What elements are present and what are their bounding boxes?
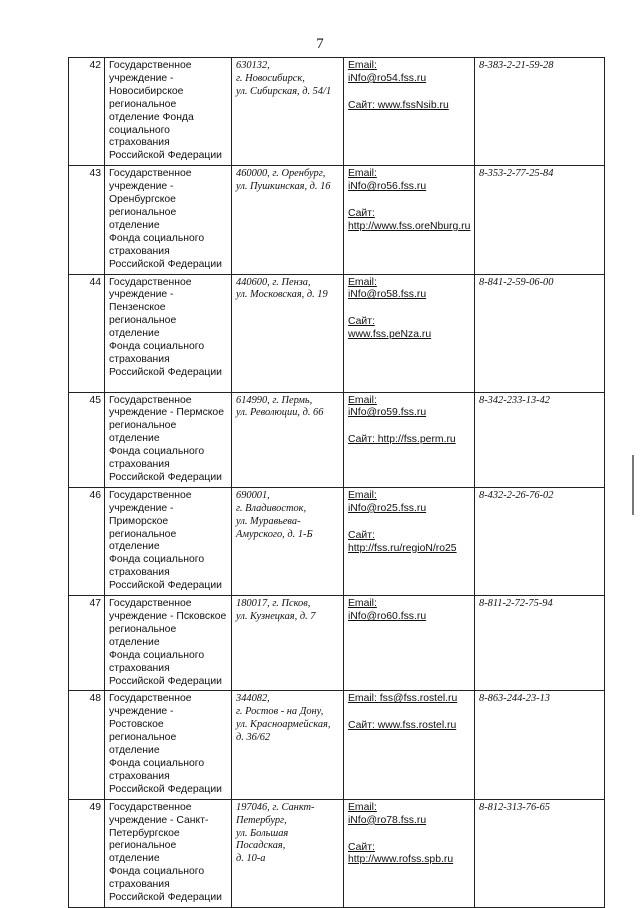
postal-address-line: ул. Московская, д. 19 [236,289,328,301]
phone-number: 8-432-2-26-76-02 [475,487,605,595]
website-label: Сайт: www.fssNsib.ru [348,99,449,111]
website-link[interactable]: http://fss.ru/regioN/ro25 [348,542,457,554]
contacts [344,274,475,392]
postal-address-line: д. 10-а [236,853,266,865]
organization-name-line: страхования [109,770,170,782]
organization-name-line: Фонда социального [109,446,205,458]
postal-address-line: ул. Муравьева- [236,515,301,527]
website-link[interactable]: http://www.fss.oreNburg.ru [348,220,471,232]
email-label: Email: fss@fss.rostel.ru [348,693,458,705]
website-label: Сайт: [348,841,375,853]
contacts [344,799,475,907]
page-number: 7 [316,36,324,52]
organization-name-line: страхования [109,879,170,891]
postal-address [232,691,344,799]
organization-name-line: страхования [109,662,170,674]
email-label: Email: [348,394,377,406]
organization-name [105,487,232,595]
organization-name-line: Фонда социального [109,232,205,244]
organization-name-line: Фонда социального [109,649,205,661]
organization-name-line: учреждение - [109,502,174,514]
organization-name-line: учреждение - Псковское [109,611,227,622]
organization-name-line: страхования [109,353,170,365]
contacts [344,596,475,691]
website-label: Сайт: http://fss.perm.ru [348,434,456,446]
spacer [348,828,471,842]
organization-name-line: Государственное [109,693,192,705]
row-number: 46 [69,487,105,595]
organization-name-line: Ростовское [109,719,164,731]
organization-name-line: Российской Федерации [109,892,222,904]
organization-name-line: учреждение - Пермское [109,407,224,419]
phone-number: 8-811-2-72-75-94 [475,596,605,691]
row-number: 48 [69,691,105,799]
postal-address-line: г. Новосибирск, [236,72,305,84]
contacts [344,691,475,799]
table-row [69,487,605,595]
organization-name-line: Государственное [109,598,192,610]
phone-number: 8-383-2-21-59-28 [475,58,605,166]
organization-name-line: Фонда социального [109,757,205,769]
organization-name-line: региональное отделение [109,732,180,757]
organization-name-line: Российской Федерации [109,783,222,795]
postal-address-line: г. Владивосток, [236,502,307,514]
organization-name-line: страхования [109,459,170,471]
organization-name-line: учреждение - [109,706,174,718]
organization-name-line: региональное отделение [109,420,180,445]
organization-name-line: Пензенское [109,302,166,314]
organization-name-line: социального [109,124,170,136]
organization-name-line: Российской Федерации [109,580,222,592]
table-row [69,799,605,907]
postal-address-line: 630132, [236,60,270,71]
email-link[interactable]: iNfo@ro58.fss.ru [348,289,427,301]
email-label: Email: [348,276,377,288]
organization-name-line: Приморское [109,515,169,527]
postal-address-line: 440600, г. Пенза, [236,276,311,288]
postal-address-line: Петербург, [236,814,287,826]
postal-address [232,166,344,274]
organization-name-line: Государственное [109,276,192,288]
postal-address-line: ул. Революции, д. 66 [236,407,324,419]
organization-name-line: Фонда социального [109,554,205,566]
row-number: 47 [69,596,105,691]
table-row [69,596,605,691]
postal-address-line: г. Ростов - на Дону, [236,706,324,718]
spacer [348,194,471,208]
website-label: Сайт: [348,208,375,220]
organization-name-line: региональное отделение [109,528,180,553]
website-label: Сайт: www.fss.rostel.ru [348,720,457,732]
email-link[interactable]: iNfo@ro59.fss.ru [348,407,427,419]
contacts [344,58,475,166]
organization-name-line: Оренбургское [109,194,176,206]
email-link[interactable]: iNfo@ro60.fss.ru [348,611,427,622]
postal-address-line: д. 36/62 [236,732,271,744]
postal-address-line: ул. Кузнецкая, д. 7 [236,611,316,622]
organization-name-line: учреждение - Санкт- [109,814,209,826]
organization-name [105,691,232,799]
website-label: Сайт: [348,529,375,541]
organization-name-line: Государственное [109,168,192,180]
postal-address-line: 690001, [236,489,270,501]
scan-artifact [632,455,634,515]
organization-name-line: региональное отделение [109,315,180,340]
table-row [69,274,605,392]
organization-name [105,166,232,274]
organization-name [105,274,232,392]
organization-name-line: страхования [109,245,170,257]
table-row [69,166,605,274]
organization-name-line: Новосибирское [109,85,184,97]
postal-address [232,487,344,595]
organization-name-line: Российской Федерации [109,366,222,378]
table-row [69,392,605,487]
organization-name-line: учреждение - [109,289,174,301]
organization-name [105,58,232,166]
row-number: 49 [69,799,105,907]
phone-number: 8-812-313-76-65 [475,799,605,907]
organization-name-line: региональное отделение [109,206,180,231]
postal-address-line: Амурского, д. 1-Б [236,528,313,540]
organization-name-line: региональное [109,98,177,110]
table-body [69,58,605,908]
postal-address-line: ул. Пушкинская, д. 16 [236,181,331,193]
contacts [344,392,475,487]
postal-address [232,392,344,487]
phone-number: 8-342-233-13-42 [475,392,605,487]
organization-name-line: региональное отделение [109,840,180,865]
contacts [344,487,475,595]
website-link[interactable]: http://www.rofss.spb.ru [348,854,454,866]
organization-name-line: Государственное [109,489,192,501]
phone-number: 8-353-2-77-25-84 [475,166,605,274]
postal-address [232,58,344,166]
email-link[interactable]: iNfo@ro56.fss.ru [348,181,427,193]
website-label: Сайт: [348,316,375,328]
organization-name [105,392,232,487]
email-label: Email: [348,801,377,813]
organization-name-line: региональное отделение [109,623,180,648]
phone-number: 8-863-244-23-13 [475,691,605,799]
postal-address-line: ул. Сибирская, д. 54/1 [236,85,332,97]
email-label: Email: [348,598,377,610]
fss-offices-table [68,57,605,908]
organization-name-line: отделение Фонда [109,111,194,123]
spacer [348,516,471,530]
postal-address-line: 614990, г. Пермь, [236,394,313,406]
email-label: Email: [348,168,377,180]
postal-address-line: 344082, [236,693,270,705]
spacer [348,706,471,720]
email-link[interactable]: iNfo@ro54.fss.ru [348,72,427,84]
organization-name-line: Государственное [109,394,192,406]
email-link[interactable]: iNfo@ro25.fss.ru [348,502,427,514]
row-number: 42 [69,58,105,166]
postal-address-line: 197046, г. Санкт- [236,801,315,813]
table-row [69,58,605,166]
phone-number: 8-841-2-59-06-00 [475,274,605,392]
organization-name-line: Российской Федерации [109,258,222,270]
website-link[interactable]: www.fss.peNza.ru [348,329,432,341]
email-link[interactable]: iNfo@ro78.fss.ru [348,814,427,826]
organization-name-line: Государственное [109,801,192,813]
row-number: 45 [69,392,105,487]
postal-address [232,596,344,691]
organization-name-line: Российской Федерации [109,471,222,483]
organization-name-line: Фонда социального [109,866,205,878]
organization-name-line: Российской Федерации [109,675,222,687]
organization-name [105,596,232,691]
row-number: 43 [69,166,105,274]
postal-address [232,799,344,907]
spacer [348,86,471,100]
row-number: 44 [69,274,105,392]
spacer [348,420,471,434]
organization-name-line: учреждение - [109,181,174,193]
organization-name-line: Петербургское [109,827,180,839]
contacts [344,166,475,274]
postal-address-line: ул. Красноармейская, [236,719,331,731]
postal-address-line: 180017, г. Псков, [236,598,311,610]
organization-name [105,799,232,907]
organization-name-line: страхования [109,137,170,149]
spacer [348,302,471,316]
organization-name-line: страхования [109,567,170,579]
postal-address-line: ул. Большая Посадская, [236,827,291,852]
organization-name-line: Фонда социального [109,341,205,353]
postal-address-line: 460000, г. Оренбург, [236,168,326,180]
organization-name-line: Российской Федерации [109,150,222,162]
email-label: Email: [348,489,377,501]
email-label: Email: [348,60,377,71]
organization-name-line: Государственное [109,60,192,71]
table-row [69,691,605,799]
organization-name-line: учреждение - [109,72,174,84]
postal-address [232,274,344,392]
